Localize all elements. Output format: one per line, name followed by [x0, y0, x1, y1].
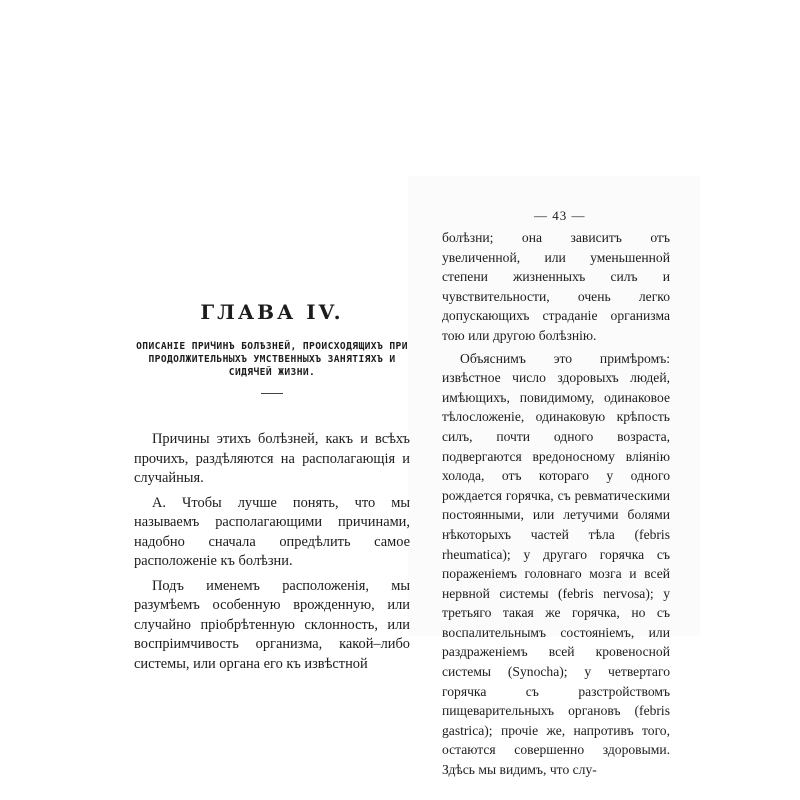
section-divider: [261, 393, 283, 394]
chapter-subtitle: ОПИСАНІЕ ПРИЧИНЪ БОЛѢЗНЕЙ, ПРОИСХОДЯЩИХЪ ПРИ ПРОДОЛЖИТЕЛЬНЫХЪ УМСТВЕННЫХЪ ЗАНЯТІЯХЪ И СИДЯЧЕЙ ЖИЗНИ.: [136, 341, 408, 378]
page-number: — 43 —: [534, 208, 586, 223]
left-paragraph-1: Причины этихъ болѣзней, какъ и всѣхъ прочихъ, раздѣляются на располагающія и случайныя.: [134, 431, 410, 486]
left-paragraph-2: А. Чтобы лучше понять, что мы называемъ располагающими причинами, надобно сначала опредѣлить самое расположеніе къ болѣзни.: [134, 494, 410, 569]
right-paragraph-2: Объяснимъ это примѣромъ: извѣстное число здоровыхъ людей, имѣющихъ, повидимому, одинаковое тѣлосложеніе, одинаковую крѣпость силъ, почти одного возраста, подвергаются вредоносному вліянію холода, отъ котораго у одного рождается горячка, съ ревматическими постоянными, или летучими болями нѣкоторыхъ частей тѣла (febris rheumatica); у другаго горячка съ пораженіемъ головнаго мозга и всей нервной системы (febris nervosa); у третьяго такая же горячка, но съ воспалительнымъ состояніемъ, или раздраженіемъ всей кровеносной системы (Synocha); у четвертаго горячка съ разстройствомъ пищеварительныхъ органовъ (febris gastrica); прочіе же, напротивъ того, остаются совершенно здоровыми. Здѣсь мы видимъ, что слу-: [442, 350, 670, 778]
chapter-title: ГЛАВА IV.: [200, 300, 344, 324]
right-page-body: [442, 228, 670, 783]
right-paragraph-1: болѣзни; она зависитъ отъ увеличенной, или уменьшенной степени жизненныхъ силъ и чувствительности, очень легко допускающихъ страданіе организма тою или другою болѣзнію.: [442, 230, 670, 343]
left-page-body: [134, 430, 410, 679]
left-paragraph-3: Подъ именемъ расположенія, мы разумѣемъ особенную врожденную, или случайно пріобрѣтенную склонность, или воспріимчивость организма, какой–либо системы, или органа его къ извѣстной: [134, 577, 410, 672]
left-page: [134, 196, 410, 672]
right-page: [442, 196, 670, 778]
